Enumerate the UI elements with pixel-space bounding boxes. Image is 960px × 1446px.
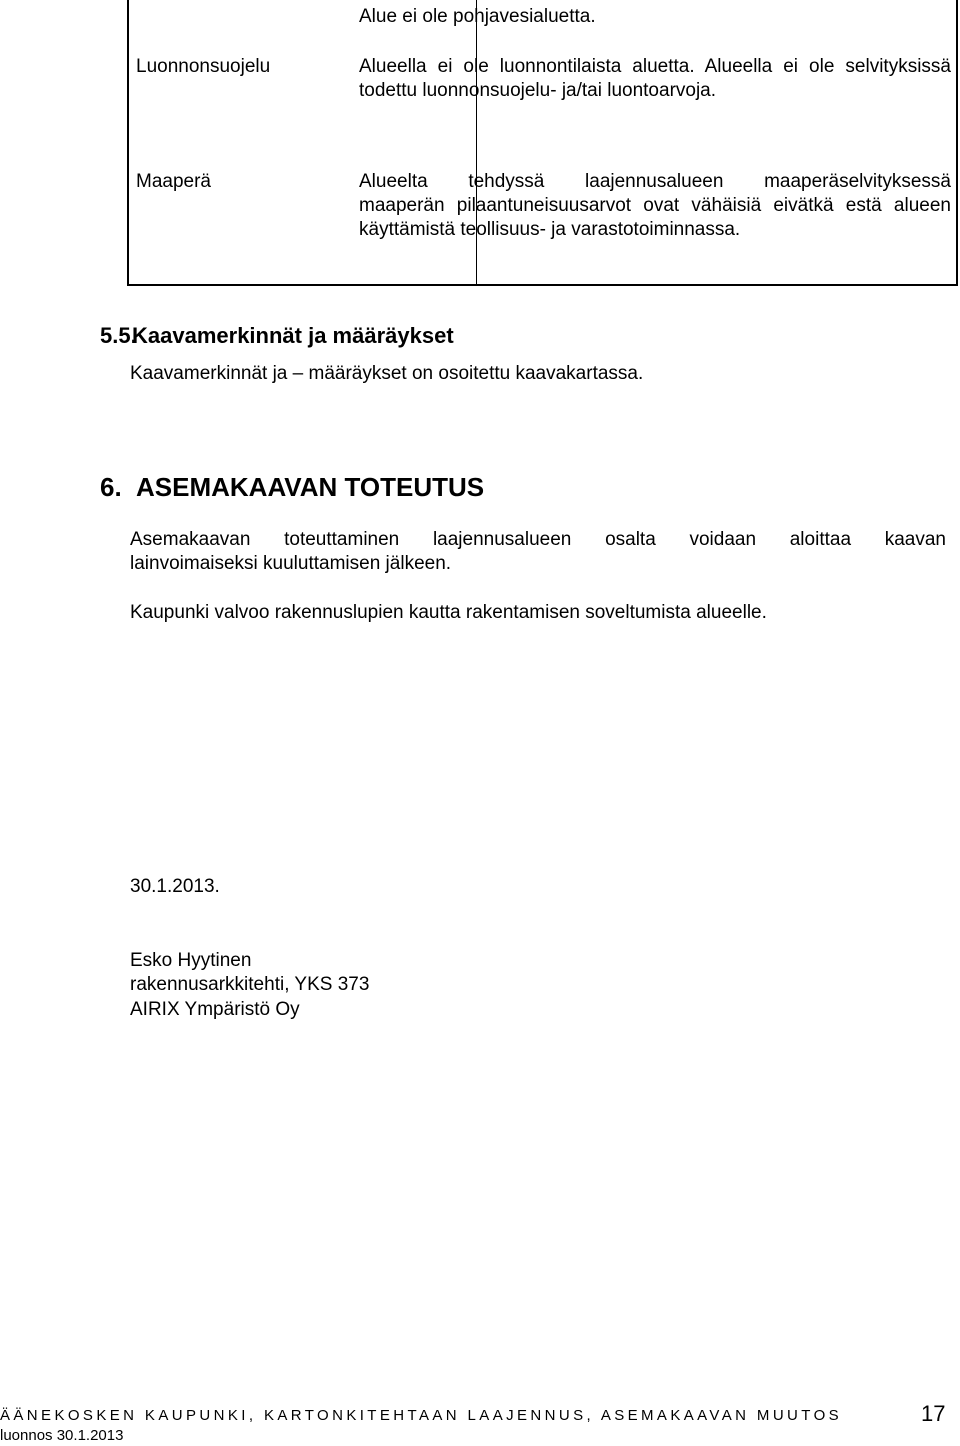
section-5-5-heading bbox=[100, 322, 454, 350]
row-label-maapera: Maaperä bbox=[136, 171, 211, 192]
section-6-heading bbox=[100, 471, 484, 503]
info-table bbox=[127, 0, 958, 286]
section-6-para1-line2: lainvoimaiseksi kuuluttamisen jälkeen. bbox=[130, 553, 452, 574]
groundwater-text: Alue ei ole pohjavesialuetta. bbox=[359, 6, 596, 27]
row-label-luonnonsuojelu: Luonnonsuojelu bbox=[136, 56, 271, 77]
signature-date: 30.1.2013. bbox=[130, 876, 220, 897]
soil-text-line-2: maaperän pilaantuneisuusarvot ovat vähäisiä eivätkä estä alueen bbox=[359, 195, 951, 216]
footer-draft-date: luonnos 30.1.2013 bbox=[0, 1427, 124, 1444]
signature-title: rakennusarkkitehti, YKS 373 bbox=[130, 974, 370, 995]
nature-text-line-2: todettu luonnonsuojelu- ja/tai luontoarvoja. bbox=[359, 80, 717, 101]
footer-running-title: ÄÄNEKOSKEN KAUPUNKI, KARTONKITEHTAAN LAAJENNUS, ASEMAKAAVAN MUUTOS bbox=[0, 1407, 843, 1424]
soil-text-line-1: Alueelta tehdyssä laajennusalueen maaperäselvityksessä bbox=[359, 171, 951, 192]
signature-name: Esko Hyytinen bbox=[130, 950, 252, 971]
section-5-5-title: Kaavamerkinnät ja määräykset bbox=[132, 323, 454, 348]
section-5-5-number: 5.5. bbox=[100, 323, 137, 348]
section-5-5-text: Kaavamerkinnät ja – määräykset on osoitettu kaavakartassa. bbox=[130, 363, 644, 384]
section-6-para1-line1: Asemakaavan toteuttaminen laajennusalueen osalta voidaan aloittaa kaavan bbox=[130, 529, 946, 550]
nature-text-line-1: Alueella ei ole luonnontilaista aluetta. Alueella ei ole selvityksissä bbox=[359, 56, 951, 77]
section-6-para2: Kaupunki valvoo rakennuslupien kautta rakentamisen soveltumista alueelle. bbox=[130, 602, 767, 623]
section-6-title: ASEMAKAAVAN TOTEUTUS bbox=[136, 472, 485, 502]
soil-text-line-3: käyttämistä teollisuus- ja varastotoiminnassa. bbox=[359, 219, 741, 240]
signature-company: AIRIX Ympäristö Oy bbox=[130, 999, 300, 1020]
footer-page-number: 17 bbox=[921, 1401, 946, 1426]
section-6-number: 6. bbox=[100, 472, 122, 502]
